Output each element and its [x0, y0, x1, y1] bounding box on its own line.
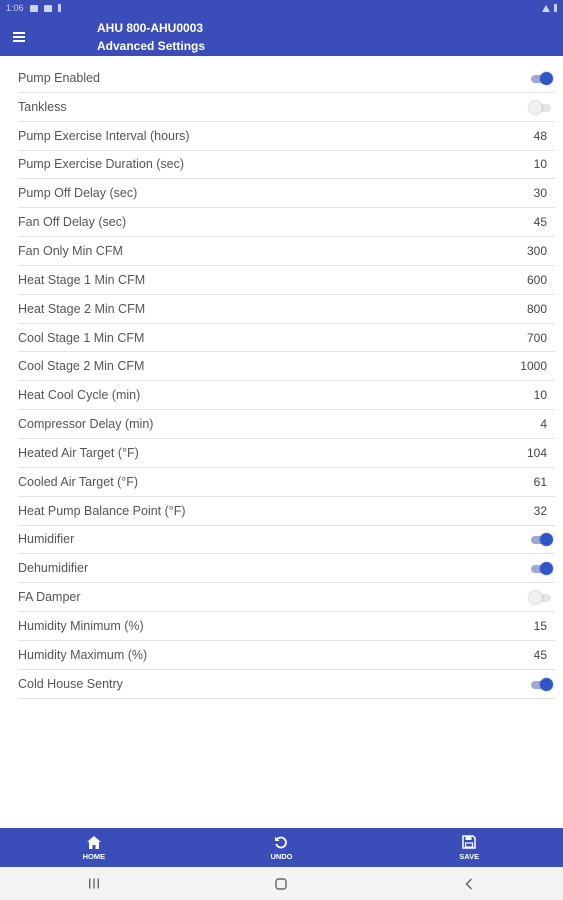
setting-value[interactable]: 32: [533, 503, 547, 518]
toggle-thumb: [540, 562, 553, 575]
setting-toggle[interactable]: [529, 562, 553, 574]
setting-value[interactable]: 600: [526, 272, 547, 287]
undo-label: UNDO: [270, 852, 293, 861]
setting-label: Cool Stage 1 Min CFM: [18, 330, 145, 345]
setting-label: Pump Exercise Duration (sec): [18, 157, 185, 172]
status-bar: [0, 0, 563, 16]
setting-row[interactable]: [18, 179, 555, 208]
toggle-thumb: [540, 678, 553, 691]
setting-row[interactable]: [18, 122, 555, 151]
save-icon: [462, 834, 476, 850]
setting-label: Pump Off Delay (sec): [18, 186, 138, 201]
battery-icon: [554, 4, 557, 12]
setting-row[interactable]: [18, 237, 555, 266]
page-title: AHU 800-AHU0003: [97, 21, 204, 35]
setting-label: Humidity Maximum (%): [18, 647, 148, 662]
setting-label: Humidifier: [18, 532, 75, 547]
setting-label: Heated Air Target (°F): [18, 445, 139, 460]
setting-label: Fan Only Min CFM: [18, 243, 123, 258]
battery-notification-icon: [58, 4, 61, 12]
setting-row[interactable]: [18, 324, 555, 353]
menu-icon-line: [13, 32, 25, 34]
setting-row: [18, 526, 555, 555]
toggle-thumb: [540, 72, 553, 85]
setting-label: Fan Off Delay (sec): [18, 215, 127, 230]
setting-value[interactable]: 1000: [520, 359, 547, 374]
status-time: 1:06: [6, 3, 24, 13]
setting-row[interactable]: [18, 352, 555, 381]
wifi-icon: [542, 5, 550, 12]
gallery-notification-icon: [30, 5, 38, 12]
setting-label: Cooled Air Target (°F): [18, 474, 139, 489]
setting-row: [18, 583, 555, 612]
toggle-thumb: [529, 591, 542, 604]
setting-row[interactable]: [18, 410, 555, 439]
menu-icon-line: [13, 40, 25, 42]
setting-row[interactable]: [18, 439, 555, 468]
setting-toggle[interactable]: [529, 591, 553, 603]
setting-row[interactable]: [18, 151, 555, 180]
setting-label: Heat Cool Cycle (min): [18, 388, 141, 403]
app-bar: [0, 16, 563, 56]
setting-row[interactable]: [18, 468, 555, 497]
setting-row: [18, 670, 555, 699]
setting-row[interactable]: [18, 295, 555, 324]
setting-toggle[interactable]: [529, 72, 553, 84]
menu-icon-line: [13, 36, 25, 38]
system-home-icon: [275, 878, 287, 890]
setting-row: [18, 64, 555, 93]
setting-value[interactable]: 48: [533, 128, 547, 143]
setting-label: Dehumidifier: [18, 561, 89, 576]
setting-row[interactable]: [18, 266, 555, 295]
setting-row[interactable]: [18, 381, 555, 410]
setting-value[interactable]: 45: [533, 647, 547, 662]
setting-row[interactable]: [18, 612, 555, 641]
toggle-thumb: [540, 533, 553, 546]
setting-label: FA Damper: [18, 590, 81, 605]
undo-button[interactable]: [236, 834, 326, 861]
setting-toggle[interactable]: [529, 101, 553, 113]
setting-value[interactable]: 15: [533, 618, 547, 633]
setting-label: Cool Stage 2 Min CFM: [18, 359, 145, 374]
setting-toggle[interactable]: [529, 533, 553, 545]
save-button[interactable]: [424, 834, 514, 861]
setting-value[interactable]: 61: [533, 474, 547, 489]
save-label: SAVE: [459, 852, 480, 861]
bottom-nav: [0, 828, 563, 867]
menu-button[interactable]: [8, 26, 32, 48]
status-left: [6, 3, 61, 13]
setting-label: Cold House Sentry: [18, 676, 123, 691]
setting-value[interactable]: 10: [533, 388, 547, 403]
setting-row: [18, 554, 555, 583]
home-icon: [87, 834, 101, 850]
back-icon: [464, 878, 474, 890]
setting-label: Pump Enabled: [18, 70, 101, 85]
setting-label: Compressor Delay (min): [18, 417, 154, 432]
page-subtitle: Advanced Settings: [97, 39, 206, 53]
home-label: HOME: [82, 852, 106, 861]
back-button[interactable]: [449, 874, 489, 894]
setting-row[interactable]: [18, 497, 555, 526]
setting-value[interactable]: 30: [533, 186, 547, 201]
setting-label: Heat Stage 2 Min CFM: [18, 301, 146, 316]
title-block: [97, 19, 205, 55]
setting-label: Pump Exercise Interval (hours): [18, 128, 190, 143]
setting-label: Heat Pump Balance Point (°F): [18, 503, 186, 518]
recents-button[interactable]: [74, 874, 114, 894]
setting-row[interactable]: [18, 641, 555, 670]
undo-icon: [274, 834, 288, 850]
system-home-button[interactable]: [261, 874, 301, 894]
setting-row: [18, 93, 555, 122]
setting-value[interactable]: 4: [540, 417, 547, 432]
setting-label: Heat Stage 1 Min CFM: [18, 272, 146, 287]
setting-value[interactable]: 10: [533, 157, 547, 172]
setting-row[interactable]: [18, 208, 555, 237]
setting-value[interactable]: 45: [533, 215, 547, 230]
toggle-thumb: [529, 101, 542, 114]
lock-notification-icon: [44, 5, 52, 12]
setting-value[interactable]: 300: [526, 243, 547, 258]
setting-label: Humidity Minimum (%): [18, 618, 144, 633]
system-nav-bar: [0, 867, 563, 900]
setting-toggle[interactable]: [529, 678, 553, 690]
status-right: [542, 4, 557, 12]
settings-list: [18, 64, 555, 699]
setting-value[interactable]: 800: [526, 301, 547, 316]
recents-icon: [88, 878, 100, 889]
home-button[interactable]: [49, 834, 139, 861]
setting-label: Tankless: [18, 99, 67, 114]
setting-value[interactable]: 104: [526, 445, 547, 460]
setting-value[interactable]: 700: [526, 330, 547, 345]
